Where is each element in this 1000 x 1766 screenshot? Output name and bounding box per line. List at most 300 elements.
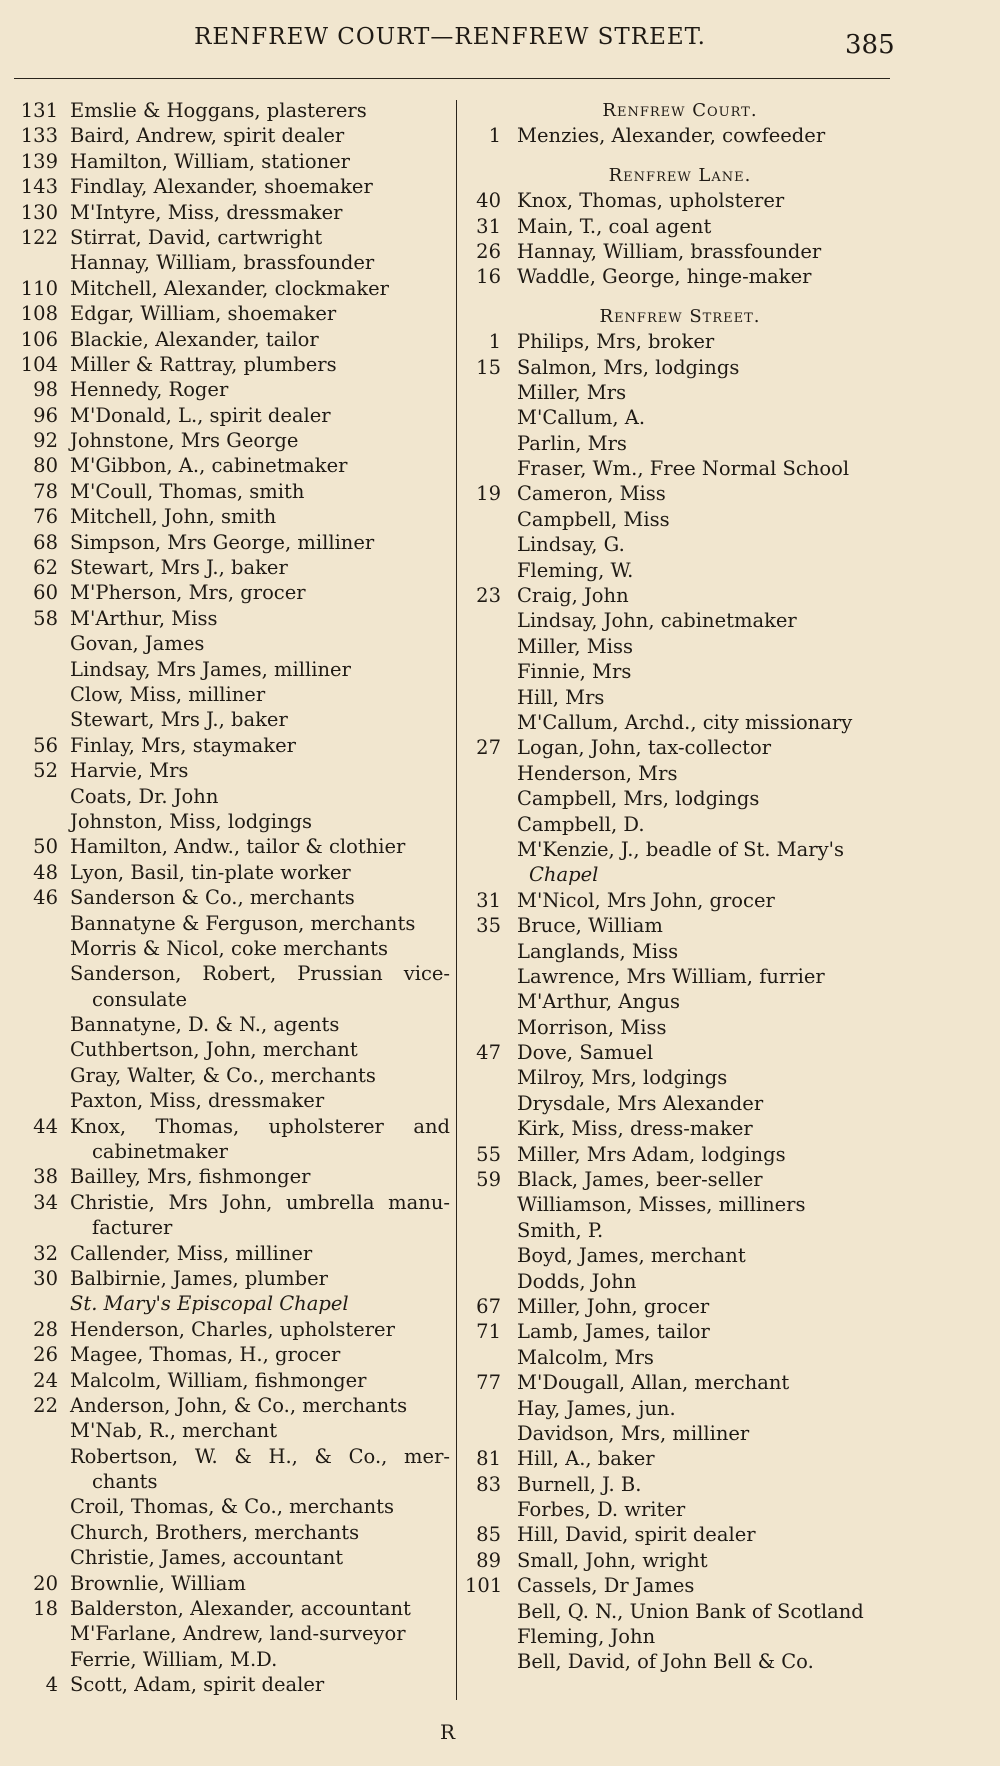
house-number: 101	[465, 1574, 503, 1598]
house-number: 89	[476, 1548, 501, 1572]
entry-text: Bell, Q. N., Union Bank of Scotland	[517, 1599, 864, 1623]
house-number: 56	[33, 733, 58, 757]
entry-text: Christie, James, accountant	[70, 1546, 344, 1570]
entry-text: Small, John, wright	[517, 1548, 708, 1572]
directory-entry	[465, 405, 895, 430]
page-number: 385	[845, 30, 895, 60]
house-number: 44	[33, 1114, 58, 1138]
directory-entry	[465, 1573, 895, 1598]
entry-text: Philips, Mrs, broker	[517, 330, 715, 354]
house-number: 143	[20, 175, 58, 199]
entry-text: Logan, John, tax-collector	[517, 736, 772, 760]
entry-text: Waddle, George, hinge-maker	[517, 265, 812, 289]
entry-text: M'Intyre, Miss, dressmaker	[70, 200, 343, 224]
entry-text: Blackie, Alexander, tailor	[70, 327, 319, 351]
house-number: 139	[20, 149, 58, 173]
entry-text: Parlin, Mrs	[517, 431, 627, 455]
house-number: 92	[33, 429, 58, 453]
entry-text: Bruce, William	[517, 914, 663, 938]
entry-text: Johnstone, Mrs George	[70, 429, 299, 453]
directory-entry	[465, 1472, 895, 1497]
directory-entry	[465, 837, 895, 862]
entry-text: Scott, Adam, spirit dealer	[70, 1673, 325, 1697]
entry-text: Lamb, James, tailor	[517, 1320, 710, 1344]
entry-text: consulate	[92, 987, 188, 1011]
directory-entry	[14, 149, 450, 174]
directory-entry	[465, 761, 895, 786]
entry-text: Cuthbertson, John, merchant	[70, 1038, 358, 1062]
house-number: 77	[476, 1371, 501, 1395]
directory-entry	[465, 1396, 895, 1421]
entry-text: Simpson, Mrs George, milliner	[70, 530, 375, 554]
entry-text: Emslie & Hoggans, plasterers	[70, 99, 367, 122]
directory-entry	[465, 532, 895, 557]
house-number: 130	[20, 200, 58, 224]
entry-text: Dodds, John	[517, 1269, 637, 1293]
entry-text: Gray, Walter, & Co., merchants	[70, 1063, 376, 1087]
directory-entry	[465, 1548, 895, 1573]
house-number: 71	[476, 1320, 501, 1344]
entry-text: Boyd, James, merchant	[517, 1244, 746, 1268]
entry-text: Hill, A., baker	[517, 1447, 655, 1471]
directory-entry	[465, 735, 895, 760]
directory-entry	[14, 961, 450, 986]
directory-entry	[465, 1065, 895, 1090]
directory-entry	[14, 98, 450, 123]
directory-entry	[14, 352, 450, 377]
directory-entry	[14, 809, 450, 834]
section-heading: Renfrew Lane.	[608, 164, 752, 186]
house-number: 48	[33, 860, 58, 884]
house-number: 106	[20, 327, 58, 351]
directory-entry	[14, 1418, 450, 1443]
directory-entry	[14, 1368, 450, 1393]
entry-text: Lawrence, Mrs William, furrier	[517, 964, 825, 988]
directory-entry	[465, 1421, 895, 1446]
page-title: RENFREW COURT—RENFREW STREET.	[194, 24, 706, 50]
entry-text: Langlands, Miss	[517, 939, 679, 963]
directory-entry	[465, 1319, 895, 1344]
house-number: 46	[33, 886, 58, 910]
entry-text: Harvie, Mrs	[70, 759, 189, 783]
entry-text: M'Nicol, Mrs John, grocer	[517, 888, 775, 912]
directory-entry	[465, 1192, 895, 1217]
directory-entry	[465, 214, 895, 239]
directory-entry	[14, 1672, 450, 1697]
directory-entry	[14, 580, 450, 605]
entry-text: Forbes, D. writer	[517, 1498, 686, 1522]
directory-entry	[14, 1063, 450, 1088]
entry-text: Lindsay, G.	[517, 533, 625, 557]
house-number: 55	[476, 1142, 501, 1166]
house-number: 15	[476, 355, 501, 379]
directory-entry	[465, 239, 895, 264]
directory-entry	[465, 964, 895, 989]
entry-text: Bannatyne & Ferguson, merchants	[70, 911, 416, 935]
column-divider	[456, 100, 457, 1700]
house-number: 96	[33, 403, 58, 427]
entry-text: M'Farlane, Andrew, land-surveyor	[70, 1622, 406, 1646]
directory-entry	[465, 188, 895, 213]
directory-entry	[465, 1497, 895, 1522]
house-number: 131	[20, 99, 58, 122]
entry-text: Cassels, Dr James	[517, 1574, 695, 1598]
entry-text: Croil, Thomas, & Co., merchants	[70, 1495, 395, 1519]
directory-entry	[14, 428, 450, 453]
house-number: 20	[33, 1571, 58, 1595]
house-number: 59	[476, 1168, 501, 1192]
entry-text: Stewart, Mrs J., baker	[70, 556, 288, 580]
directory-entry	[465, 710, 895, 735]
directory-entry	[465, 1040, 895, 1065]
entry-text: M'Callum, A.	[517, 406, 646, 430]
house-number: 110	[20, 276, 58, 300]
house-number: 18	[33, 1597, 58, 1621]
house-number: 30	[33, 1266, 58, 1290]
entry-text: Edgar, William, shoemaker	[70, 302, 337, 326]
house-number: 133	[20, 124, 58, 148]
directory-entry	[14, 1012, 450, 1037]
entry-text: Anderson, John, & Co., merchants	[70, 1393, 408, 1417]
directory-entry	[465, 329, 895, 354]
directory-entry	[465, 264, 895, 289]
entry-text: Knox, Thomas, upholsterer	[517, 189, 785, 213]
house-number: 50	[33, 835, 58, 859]
entry-text: Hay, James, jun.	[517, 1396, 676, 1420]
entry-text: Lindsay, John, cabinetmaker	[517, 609, 797, 633]
house-number: 78	[33, 479, 58, 503]
house-number: 31	[476, 888, 501, 912]
entry-text: Hamilton, Andw., tailor & clothier	[70, 835, 406, 859]
left-column	[14, 98, 450, 1698]
entry-text: Robertson, W. & H., & Co., mer-	[70, 1444, 450, 1468]
entry-text: Henderson, Mrs	[517, 761, 678, 785]
house-number: 83	[476, 1472, 501, 1496]
directory-entry	[465, 481, 895, 506]
directory-entry	[14, 1037, 450, 1062]
entry-text: Drysdale, Mrs Alexander	[517, 1091, 764, 1115]
directory-entry	[14, 453, 450, 478]
entry-text: Bannatyne, D. & N., agents	[70, 1013, 340, 1037]
entry-text: Mitchell, John, smith	[70, 505, 277, 529]
entry-text: Campbell, Mrs, lodgings	[517, 787, 760, 811]
entry-text: Burnell, J. B.	[517, 1472, 642, 1496]
entry-text: Stewart, Mrs J., baker	[70, 708, 288, 732]
entry-text: Lyon, Basil, tin-plate worker	[70, 860, 351, 884]
directory-entry	[14, 1520, 450, 1545]
directory-entry	[14, 530, 450, 555]
house-number: 34	[33, 1190, 58, 1214]
house-number: 122	[20, 225, 58, 249]
directory-entry	[465, 862, 895, 887]
directory-entry	[14, 987, 450, 1012]
directory-entry	[465, 786, 895, 811]
entry-text: Christie, Mrs John, umbrella manu-	[70, 1190, 450, 1214]
directory-entry	[14, 555, 450, 580]
entry-text: M'Arthur, Miss	[70, 606, 218, 630]
entry-text: Salmon, Mrs, lodgings	[517, 355, 740, 379]
house-number: 85	[476, 1523, 501, 1547]
header-rule	[14, 78, 890, 79]
entry-text: Findlay, Alexander, shoemaker	[70, 175, 373, 199]
house-number: 62	[33, 556, 58, 580]
house-number: 108	[20, 302, 58, 326]
entry-text: Williamson, Misses, milliners	[517, 1193, 806, 1217]
directory-entry	[465, 1345, 895, 1370]
directory-entry	[14, 1139, 450, 1164]
entry-text: Clow, Miss, milliner	[70, 682, 266, 706]
house-number: 28	[33, 1317, 58, 1341]
entry-text: Morrison, Miss	[517, 1015, 667, 1039]
entry-text: Miller, Mrs	[517, 380, 627, 404]
house-number: 19	[476, 482, 501, 506]
directory-entry	[14, 606, 450, 631]
directory-entry	[14, 377, 450, 402]
directory-entry	[14, 327, 450, 352]
entry-text: Cameron, Miss	[517, 482, 666, 506]
entry-text: M'Gibbon, A., cabinetmaker	[70, 454, 348, 478]
directory-entry	[14, 1621, 450, 1646]
directory-entry	[14, 682, 450, 707]
house-number: 32	[33, 1241, 58, 1265]
directory-entry	[14, 504, 450, 529]
directory-entry	[14, 1571, 450, 1596]
directory-entry	[465, 634, 895, 659]
house-number: 31	[476, 214, 501, 238]
directory-entry	[14, 860, 450, 885]
right-column	[465, 98, 895, 1675]
entry-text: Malcolm, Mrs	[517, 1345, 654, 1369]
section-gap	[465, 290, 895, 304]
directory-entry	[14, 1393, 450, 1418]
directory-entry	[465, 1167, 895, 1192]
house-number: 27	[476, 736, 501, 760]
entry-text: Mitchell, Alexander, clockmaker	[70, 276, 389, 300]
directory-entry	[14, 1596, 450, 1621]
directory-entry	[465, 558, 895, 583]
entry-text: Bell, David, of John Bell & Co.	[517, 1650, 814, 1674]
entry-text: Menzies, Alexander, cowfeeder	[517, 124, 826, 148]
entry-text: St. Mary's Episcopal Chapel	[70, 1292, 349, 1316]
directory-entry	[14, 911, 450, 936]
entry-text: Govan, James	[70, 632, 205, 656]
entry-text: Finnie, Mrs	[517, 660, 632, 684]
directory-entry	[14, 479, 450, 504]
directory-entry	[14, 200, 450, 225]
entry-text: M'Donald, L., spirit dealer	[70, 403, 331, 427]
directory-entry	[465, 1522, 895, 1547]
entry-text: Sanderson & Co., merchants	[70, 886, 355, 910]
entry-text: Hamilton, William, stationer	[70, 149, 350, 173]
house-number: 81	[476, 1447, 501, 1471]
directory-entry	[14, 707, 450, 732]
house-number: 24	[33, 1368, 58, 1392]
directory-entry	[465, 812, 895, 837]
entry-text: M'Dougall, Allan, merchant	[517, 1371, 790, 1395]
directory-entry	[465, 1649, 895, 1674]
signature-mark: R	[440, 1720, 456, 1744]
house-number: 26	[476, 239, 501, 263]
directory-entry	[465, 1599, 895, 1624]
directory-entry	[465, 1243, 895, 1268]
directory-entry	[465, 1218, 895, 1243]
entry-text: Miller, John, grocer	[517, 1294, 710, 1318]
directory-entry	[14, 1190, 450, 1215]
directory-entry	[465, 685, 895, 710]
entry-text: Knox, Thomas, upholsterer and	[70, 1114, 450, 1138]
entry-text: Smith, P.	[517, 1218, 604, 1242]
entry-text: Hannay, William, brassfounder	[517, 239, 822, 263]
entry-text: cabinetmaker	[92, 1140, 228, 1164]
entry-text: Kirk, Miss, dress-maker	[517, 1117, 753, 1141]
entry-text: Dove, Samuel	[517, 1041, 654, 1065]
directory-entry	[465, 355, 895, 380]
entry-text: Chapel	[529, 863, 599, 887]
directory-entry	[465, 583, 895, 608]
entry-text: Johnston, Miss, lodgings	[70, 809, 313, 833]
entry-text: Hennedy, Roger	[70, 378, 229, 402]
entry-text: Morris & Nicol, coke merchants	[70, 936, 389, 960]
directory-entry	[14, 631, 450, 656]
entry-text: Fleming, John	[517, 1625, 656, 1649]
house-number: 22	[33, 1393, 58, 1417]
directory-entry	[14, 174, 450, 199]
house-number: 40	[476, 189, 501, 213]
directory-entry	[14, 936, 450, 961]
directory-entry	[465, 123, 895, 148]
directory-entry	[14, 1494, 450, 1519]
entry-text: Stirrat, David, cartwright	[70, 225, 323, 249]
entry-text: Paxton, Miss, dressmaker	[70, 1089, 325, 1113]
directory-entry	[14, 1469, 450, 1494]
directory-entry	[14, 1317, 450, 1342]
house-number: 60	[33, 581, 58, 605]
entry-text: Miller, Miss	[517, 634, 634, 658]
directory-entry	[14, 1215, 450, 1240]
section-heading: Renfrew Street.	[599, 305, 761, 327]
directory-entry	[14, 1241, 450, 1266]
entry-text: M'Nab, R., merchant	[70, 1419, 278, 1443]
entry-text: Hill, David, spirit dealer	[517, 1523, 756, 1547]
entry-text: Miller & Rattray, plumbers	[70, 352, 337, 376]
entry-text: M'Pherson, Mrs, grocer	[70, 581, 306, 605]
entry-text: Callender, Miss, milliner	[70, 1241, 313, 1265]
entry-text: Balbirnie, James, plumber	[70, 1266, 328, 1290]
directory-entry	[465, 380, 895, 405]
house-number: 23	[476, 584, 501, 608]
directory-entry	[14, 403, 450, 428]
entry-text: M'Kenzie, J., beadle of St. Mary's	[517, 837, 844, 861]
house-number: 38	[33, 1165, 58, 1189]
directory-entry	[465, 1142, 895, 1167]
entry-text: Baird, Andrew, spirit dealer	[70, 124, 345, 148]
directory-entry	[465, 939, 895, 964]
directory-entry	[465, 1015, 895, 1040]
entry-text: M'Arthur, Angus	[517, 990, 680, 1014]
entry-text: Craig, John	[517, 584, 629, 608]
entry-text: Bailley, Mrs, fishmonger	[70, 1165, 311, 1189]
directory-entry	[14, 657, 450, 682]
entry-text: Ferrie, William, M.D.	[70, 1647, 278, 1671]
entry-text: Hannay, William, brassfounder	[70, 251, 375, 275]
directory-entry	[14, 250, 450, 275]
entry-text: Sanderson, Robert, Prussian vice-	[70, 962, 450, 986]
directory-entry	[14, 301, 450, 326]
directory-entry	[465, 1269, 895, 1294]
house-number: 26	[33, 1343, 58, 1367]
house-number: 58	[33, 606, 58, 630]
directory-entry	[14, 1647, 450, 1672]
house-number: 104	[20, 352, 58, 376]
entry-text: Brownlie, William	[70, 1571, 246, 1595]
directory-entry	[465, 456, 895, 481]
entry-text: Balderston, Alexander, accountant	[70, 1597, 411, 1621]
directory-entry	[465, 1370, 895, 1395]
house-number: 67	[476, 1294, 501, 1318]
directory-entry	[465, 913, 895, 938]
entry-text: Campbell, Miss	[517, 507, 670, 531]
house-number: 80	[33, 454, 58, 478]
house-number: 16	[476, 265, 501, 289]
house-number: 76	[33, 505, 58, 529]
directory-entry	[465, 989, 895, 1014]
entry-text: facturer	[92, 1216, 173, 1240]
house-number: 98	[33, 378, 58, 402]
directory-entry	[14, 123, 450, 148]
entry-text: Finlay, Mrs, staymaker	[70, 733, 296, 757]
entry-text: M'Coull, Thomas, smith	[70, 479, 305, 503]
house-number: 52	[33, 759, 58, 783]
directory-entry	[14, 1545, 450, 1570]
entry-text: Milroy, Mrs, lodgings	[517, 1066, 728, 1090]
directory-entry	[14, 733, 450, 758]
section-heading: Renfrew Court.	[602, 100, 758, 121]
house-number: 35	[476, 914, 501, 938]
entry-text: Church, Brothers, merchants	[70, 1520, 360, 1544]
directory-entry	[465, 1091, 895, 1116]
house-number: 47	[476, 1041, 501, 1065]
directory-entry	[465, 888, 895, 913]
directory-entry	[465, 1116, 895, 1141]
entry-text: Henderson, Charles, upholsterer	[70, 1317, 395, 1341]
directory-entry	[465, 1294, 895, 1319]
entry-text: Black, James, beer-seller	[517, 1168, 763, 1192]
entry-text: Lindsay, Mrs James, milliner	[70, 657, 351, 681]
entry-text: M'Callum, Archd., city missionary	[517, 710, 853, 734]
directory-entry	[465, 431, 895, 456]
directory-entry	[14, 784, 450, 809]
entry-text: Coats, Dr. John	[70, 784, 219, 808]
entry-text: chants	[92, 1470, 158, 1494]
directory-entry	[14, 1291, 450, 1316]
directory-entry	[14, 1114, 450, 1139]
house-number: 1	[488, 330, 501, 354]
entry-text: Fraser, Wm., Free Normal School	[517, 457, 850, 481]
directory-entry	[465, 1446, 895, 1471]
entry-text: Davidson, Mrs, milliner	[517, 1421, 750, 1445]
directory-entry	[465, 1624, 895, 1649]
directory-entry	[465, 659, 895, 684]
directory-entry	[14, 276, 450, 301]
entry-text: Fleming, W.	[517, 558, 634, 582]
directory-entry	[14, 834, 450, 859]
house-number: 1	[488, 124, 501, 148]
entry-text: Hill, Mrs	[517, 685, 605, 709]
house-number: 4	[45, 1673, 58, 1697]
entry-text: Main, T., coal agent	[517, 214, 712, 238]
directory-entry	[465, 608, 895, 633]
directory-entry	[14, 1266, 450, 1291]
